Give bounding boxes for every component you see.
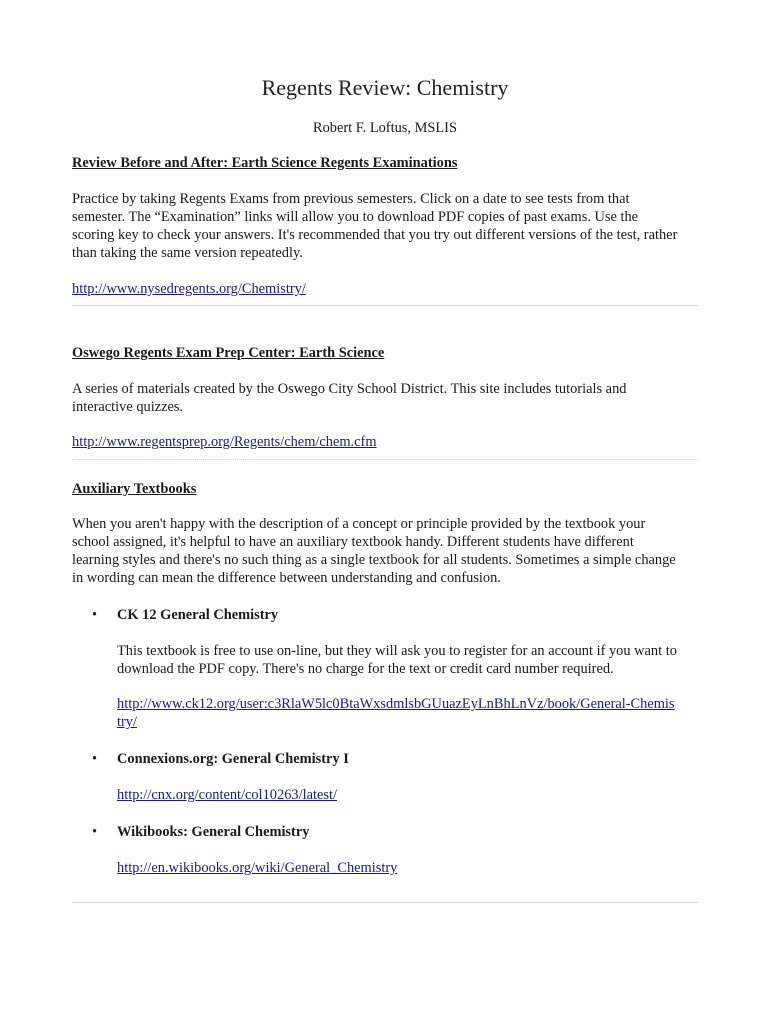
link-connexions[interactable]: http://cnx.org/content/col10263/latest/: [117, 787, 337, 803]
textbook-title-wikibooks: Wikibooks: General Chemistry: [117, 824, 310, 840]
section-heading-auxiliary: Auxiliary Textbooks: [72, 481, 197, 497]
divider: [72, 305, 698, 306]
link-ck12[interactable]: http://www.ck12.org/user:c3RlaW5lc0BtaWxsdmlsbGUuazEyLnBhLnVz/book/General-Chemistry/: [117, 696, 675, 730]
section-body-oswego: A series of materials created by the Oswego City School District. This site includes tutorials and interactive quizzes.: [72, 381, 627, 415]
section-body-auxiliary: When you aren't happy with the description of a concept or principle provided by the textbook your school assigned, it's helpful to have an auxiliary textbook handy. Different students have different learning styles and there's no such thing as a single textbook for all students. Sometimes a simple change in wording can mean the difference between understanding and confusion.: [72, 516, 676, 586]
list-bullet: •: [92, 824, 98, 840]
document-title: Regents Review: Chemistry: [261, 75, 509, 100]
textbook-body-ck12: This textbook is free to use on-line, but they will ask you to register for an account if you want to download the PDF copy. There's no charge for the text or credit card number required.: [117, 643, 677, 677]
textbook-title-connexions: Connexions.org: General Chemistry I: [117, 751, 349, 767]
document-author: Robert F. Loftus, MSLIS: [313, 120, 457, 136]
list-bullet: •: [92, 607, 98, 623]
list-bullet: •: [92, 751, 98, 767]
section-heading-oswego: Oswego Regents Exam Prep Center: Earth Science: [72, 345, 385, 361]
link-regentsprep[interactable]: http://www.regentsprep.org/Regents/chem/chem.cfm: [72, 434, 377, 450]
section-body-review: Practice by taking Regents Exams from previous semesters. Click on a date to see tests from that semester. The “Examination” links will allow you to download PDF copies of past exams. Use the scoring key to check your answers. It's recommended that you try out different versions of the test, rather than taking the same version repeatedly.: [72, 191, 678, 261]
divider: [72, 459, 698, 460]
textbook-title-ck12: CK 12 General Chemistry: [117, 607, 279, 623]
section-heading-review: Review Before and After: Earth Science Regents Examinations: [72, 155, 458, 171]
divider: [72, 902, 698, 903]
link-wikibooks[interactable]: http://en.wikibooks.org/wiki/General_Chemistry: [117, 860, 398, 876]
link-nysedregents[interactable]: http://www.nysedregents.org/Chemistry/: [72, 281, 306, 297]
